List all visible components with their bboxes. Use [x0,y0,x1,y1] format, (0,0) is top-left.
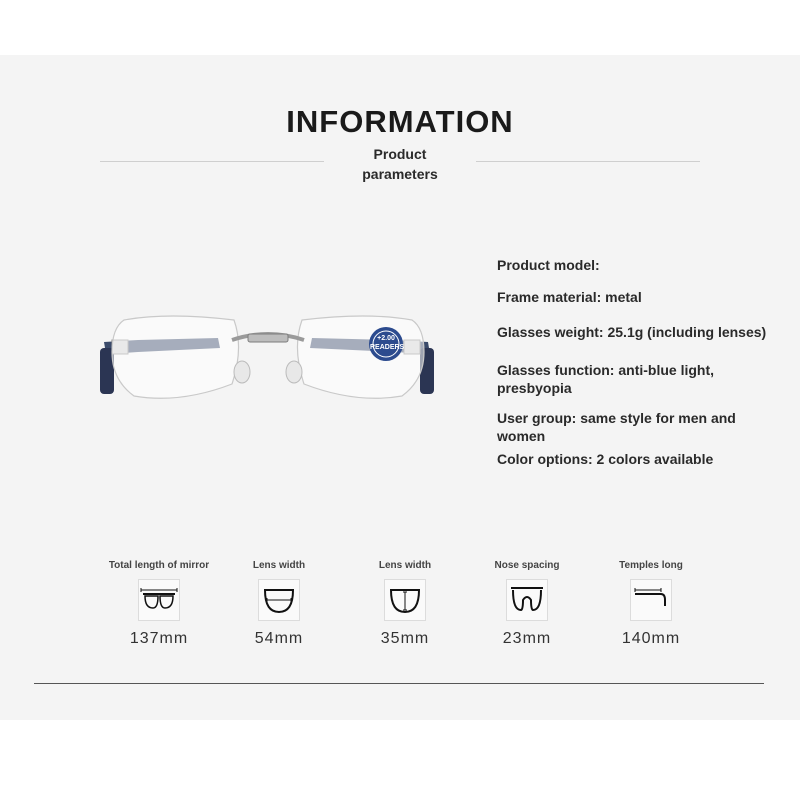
lens-height-icon [384,579,426,621]
subtitle-line-2: parameters [362,166,438,182]
metric-label: Nose spacing [494,560,560,571]
metric-value: 35mm [380,630,430,647]
spec-user-group: User group: same style for men and [497,410,736,426]
spec-product-model: Product model: [497,257,600,273]
lens-badge-power: +2.00 [377,335,395,342]
frame-total-length-icon [138,579,180,621]
spec-user-group-cont: women [497,428,546,444]
metric-value: 54mm [254,630,304,647]
metric-label: Lens width [378,560,432,571]
product-glasses-image [98,300,438,410]
metric-value: 137mm [129,630,189,647]
spec-glasses-weight: Glasses weight: 25.1g (including lenses) [497,324,767,340]
lens-width-icon [258,579,300,621]
spec-glasses-function: Glasses function: anti-blue light, [497,362,715,378]
temple-length-icon [630,579,672,621]
lens-badge [370,334,405,352]
subtitle-line-1: Product [373,146,427,162]
page-subtitle [0,144,800,184]
metric-label: Temples long [619,560,683,571]
nose-spacing-icon [506,579,548,621]
lens-badge-label: READERS [370,344,405,351]
bottom-divider [34,683,764,684]
metric-value: 23mm [502,630,552,647]
spec-color-options: Color options: 2 colors available [497,451,714,467]
metric-value: 140mm [621,630,681,647]
metric-label: Lens width [252,560,306,571]
spec-glasses-function-cont: presbyopia [497,380,572,396]
page-title: INFORMATION [286,104,514,139]
metric-label: Total length of mirror [108,560,210,571]
spec-frame-material: Frame material: metal [497,289,642,305]
